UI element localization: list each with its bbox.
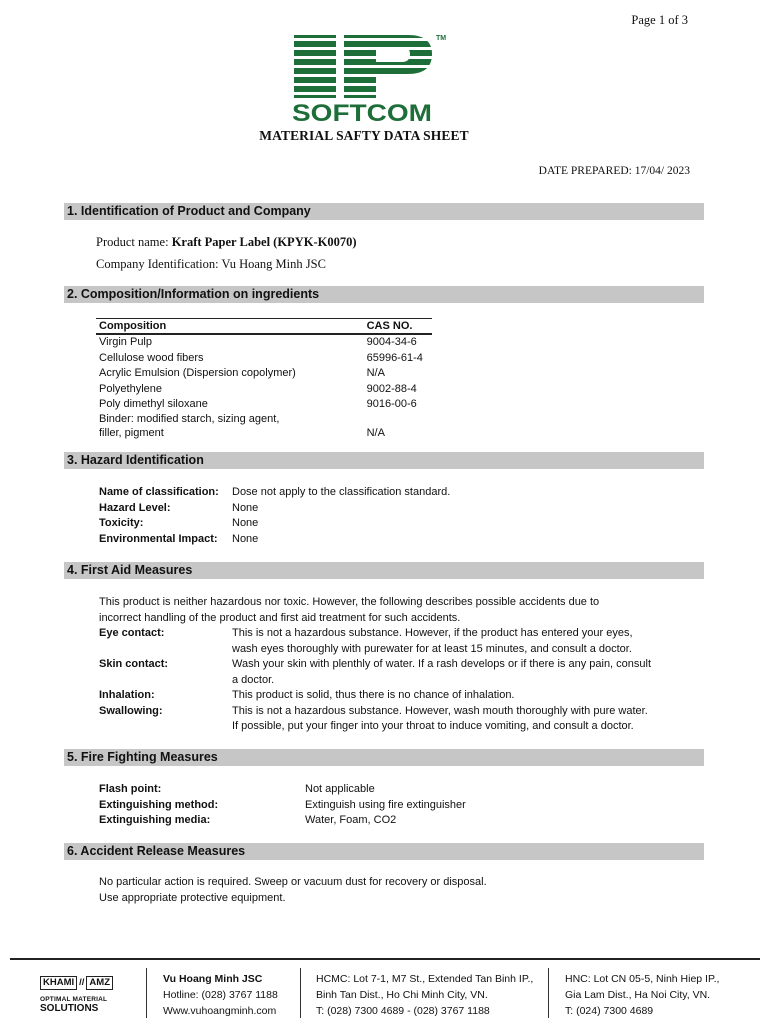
ip-logo-icon (290, 32, 454, 124)
section-1-heading: 1. Identification of Product and Company (64, 203, 704, 220)
column-header-composition: Composition (99, 320, 167, 332)
composition-cell: Virgin Pulp (99, 336, 152, 348)
footer-hcmc-block (316, 971, 533, 1019)
footer-company-block (163, 971, 278, 1019)
document-title: MATERIAL SAFTY DATA SHEET (259, 128, 469, 143)
hazard-item-environment (99, 532, 699, 548)
first-aid-intro-line-2: incorrect handling of the product and first aid treatment for such accidents. (99, 612, 461, 624)
fire-value: Water, Foam, CO2 (305, 814, 397, 826)
swallowing-text-1: This is not a hazardous substance. However, wash mouth thoroughly with pure water. (232, 705, 648, 717)
table-row (96, 382, 432, 398)
cas-cell: N/A (366, 426, 385, 439)
footer-hotline: Hotline: (028) 3767 1188 (163, 989, 278, 1001)
logo-khami-text: KHAMI (40, 976, 77, 990)
table-row (96, 426, 432, 440)
footer-company-name: Vu Hoang Minh JSC (163, 973, 263, 985)
hazard-item-toxicity (99, 516, 699, 532)
accident-release-line-2: Use appropriate protective equipment. (99, 892, 286, 904)
hazard-label: Name of classification: (99, 486, 219, 498)
inhalation-text: This product is solid, thus there is no chance of inhalation. (232, 689, 515, 701)
fire-item-flash-point (99, 782, 699, 798)
hazard-item-level (99, 501, 699, 517)
fire-value: Not applicable (305, 783, 375, 795)
table-row (96, 366, 432, 382)
fire-value: Extinguish using fire extinguisher (305, 799, 466, 811)
date-prepared: DATE PREPARED: 17/04/ 2023 (538, 165, 690, 177)
hazard-value: Dose not apply to the classification standard. (232, 486, 451, 498)
eye-contact-text-1: This is not a hazardous substance. However, if the product has entered your eyes, (232, 627, 633, 639)
company-identification (96, 257, 326, 272)
swallowing-label: Swallowing: (99, 705, 163, 717)
composition-table (96, 318, 432, 440)
hazard-label: Toxicity: (99, 517, 144, 529)
footer-hnc-block (565, 971, 719, 1019)
skin-contact-text-2: a doctor. (232, 674, 275, 686)
section-4-heading: 4. First Aid Measures (64, 562, 704, 579)
footer-hnc-line-3: T: (024) 7300 4689 (565, 1005, 654, 1017)
footer-hcmc-line-3: T: (028) 7300 4689 - (028) 3767 1188 (316, 1005, 490, 1017)
footer-separator (548, 968, 549, 1018)
khami-amz-logo (40, 976, 118, 1014)
footer-hcmc-line-1: HCMC: Lot 7-1, M7 St., Extended Tan Binh IP., (316, 973, 534, 985)
cas-cell: 65996-61-4 (366, 351, 423, 364)
composition-cell: Binder: modified starch, sizing agent, (99, 412, 280, 425)
company-label: Company Identification: (96, 257, 222, 271)
footer-website[interactable]: Www.vuhoangminh.com (163, 1005, 277, 1017)
product-name (96, 235, 357, 250)
swallowing-text-2: If possible, put your finger into your throat to induce vomiting, and consult a doctor. (232, 720, 634, 732)
hazard-list (99, 485, 699, 549)
fire-item-method (99, 798, 699, 814)
footer-separator (300, 968, 301, 1018)
logo-softcom-text: SOFTCOM (292, 100, 432, 124)
column-header-cas: CAS NO. (366, 320, 413, 332)
section-6-heading: 6. Accident Release Measures (64, 843, 704, 860)
logo-tagline-2: SOLUTIONS (40, 1003, 99, 1014)
cas-cell: 9004-34-6 (366, 336, 417, 348)
section-3-heading: 3. Hazard Identification (64, 452, 704, 469)
logo-slash: // (79, 977, 85, 988)
logo-amz-text: AMZ (86, 976, 113, 990)
table-header (96, 318, 432, 335)
eye-contact-text-2: wash eyes thoroughly with purewater for at least 15 minutes, and consult a doctor. (232, 643, 632, 655)
footer-hcmc-line-2: Binh Tan Dist., Ho Chi Minh City, VN. (316, 989, 488, 1001)
composition-cell: Cellulose wood fibers (99, 351, 204, 364)
cas-cell: 9016-00-6 (366, 398, 417, 411)
first-aid-intro-line-1: This product is neither hazardous nor toxic. However, the following describes possible accidents due to (99, 596, 600, 608)
cas-cell (367, 413, 432, 426)
cas-cell: 9002-88-4 (366, 382, 417, 395)
eye-contact-label: Eye contact: (99, 627, 165, 639)
skin-contact-text-1: Wash your skin with plenthly of water. If a rash develops or if there is any pain, consult (232, 658, 652, 670)
fire-label: Flash point: (99, 783, 162, 795)
accident-release-line-1: No particular action is required. Sweep or vacuum dust for recovery or disposal. (99, 876, 487, 888)
hazard-label: Hazard Level: (99, 502, 171, 514)
footer-hnc-line-1: HNC: Lot CN 05-5, Ninh Hiep IP., (565, 973, 720, 985)
footer-separator (146, 968, 147, 1018)
trademark-symbol: TM (436, 35, 447, 42)
section-5-heading: 5. Fire Fighting Measures (64, 749, 704, 766)
hazard-item-classification (99, 485, 699, 501)
composition-cell: filler, pigment (99, 426, 164, 439)
hazard-value: None (232, 533, 259, 545)
hazard-value: None (232, 502, 259, 514)
page-number: Page 1 of 3 (631, 13, 688, 27)
fire-item-media (99, 813, 699, 829)
cas-cell: N/A (366, 367, 385, 380)
footer-divider (10, 958, 760, 960)
product-name-label: Product name: (96, 235, 172, 249)
company-value: Vu Hoang Minh JSC (221, 257, 326, 271)
logo-tagline-1: OPTIMAL MATERIAL (40, 996, 108, 1003)
fire-label: Extinguishing method: (99, 799, 219, 811)
table-row (96, 335, 432, 351)
table-row (96, 351, 432, 367)
fire-fighting-list (99, 782, 699, 830)
footer-hnc-line-2: Gia Lam Dist., Ha Noi City, VN. (565, 989, 711, 1001)
composition-cell: Poly dimethyl siloxane (99, 398, 208, 411)
section-2-heading: 2. Composition/Information on ingredients (64, 286, 704, 303)
hazard-label: Environmental Impact: (99, 533, 218, 545)
ip-softcom-logo (290, 32, 454, 124)
table-row (96, 397, 432, 413)
inhalation-label: Inhalation: (99, 689, 155, 701)
table-row (96, 413, 432, 426)
skin-contact-label: Skin contact: (99, 658, 169, 670)
product-name-value: Kraft Paper Label (KPYK-K0070) (171, 235, 357, 249)
composition-cell: Acrylic Emulsion (Dispersion copolymer) (99, 367, 296, 380)
composition-cell: Polyethylene (99, 382, 162, 395)
hazard-value: None (232, 517, 259, 529)
fire-label: Extinguishing media: (99, 814, 211, 826)
